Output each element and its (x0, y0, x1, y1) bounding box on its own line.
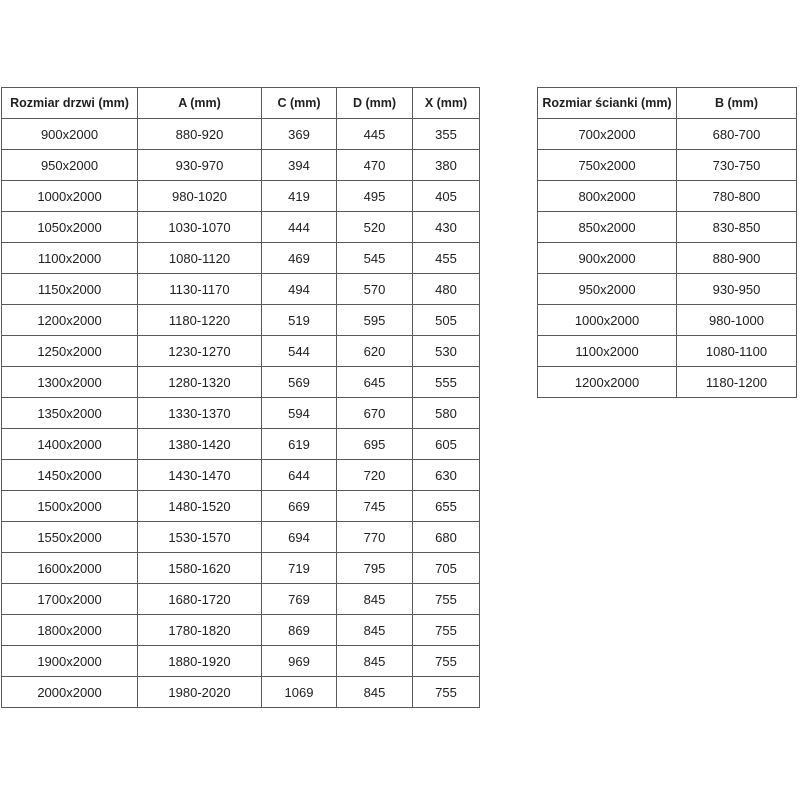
table-cell: 1280-1320 (138, 367, 262, 398)
table-cell: 620 (337, 336, 413, 367)
table-cell: 700x2000 (538, 119, 677, 150)
table-cell: 544 (262, 336, 337, 367)
table-row (2, 150, 480, 181)
table-cell: 745 (337, 491, 413, 522)
table-cell: 520 (337, 212, 413, 243)
table-cell: 655 (413, 491, 480, 522)
table-cell: 880-920 (138, 119, 262, 150)
table-cell: 769 (262, 584, 337, 615)
table-cell: 530 (413, 336, 480, 367)
table-cell: 755 (413, 615, 480, 646)
column-header: A (mm) (138, 88, 262, 119)
table-cell: 845 (337, 615, 413, 646)
table-cell: 830-850 (677, 212, 797, 243)
table-row (2, 491, 480, 522)
table-row (2, 336, 480, 367)
table-cell: 669 (262, 491, 337, 522)
table-cell: 380 (413, 150, 480, 181)
table-cell: 1150x2000 (2, 274, 138, 305)
table-cell: 1200x2000 (2, 305, 138, 336)
table-cell: 619 (262, 429, 337, 460)
table-cell: 644 (262, 460, 337, 491)
table-cell: 570 (337, 274, 413, 305)
table-row (2, 367, 480, 398)
column-header: D (mm) (337, 88, 413, 119)
table-cell: 680-700 (677, 119, 797, 150)
table-row (538, 150, 797, 181)
table-cell: 1200x2000 (538, 367, 677, 398)
table-cell: 369 (262, 119, 337, 150)
table-cell: 1550x2000 (2, 522, 138, 553)
table-cell: 780-800 (677, 181, 797, 212)
table-cell: 394 (262, 150, 337, 181)
table-row (2, 212, 480, 243)
table-cell: 1250x2000 (2, 336, 138, 367)
column-header: Rozmiar drzwi (mm) (2, 88, 138, 119)
table-cell: 1050x2000 (2, 212, 138, 243)
table-cell: 1380-1420 (138, 429, 262, 460)
table-cell: 1230-1270 (138, 336, 262, 367)
table-cell: 705 (413, 553, 480, 584)
table-cell: 980-1000 (677, 305, 797, 336)
table-row (2, 305, 480, 336)
column-header: Rozmiar ścianki (mm) (538, 88, 677, 119)
table-cell: 645 (337, 367, 413, 398)
table-row (2, 522, 480, 553)
column-header: B (mm) (677, 88, 797, 119)
table-cell: 845 (337, 646, 413, 677)
table-cell: 1000x2000 (538, 305, 677, 336)
table-cell: 850x2000 (538, 212, 677, 243)
table-row (2, 181, 480, 212)
table-cell: 405 (413, 181, 480, 212)
table-cell: 845 (337, 677, 413, 708)
table-cell: 1580-1620 (138, 553, 262, 584)
column-header: C (mm) (262, 88, 337, 119)
table-cell: 694 (262, 522, 337, 553)
table-cell: 720 (337, 460, 413, 491)
table-cell: 494 (262, 274, 337, 305)
table-cell: 800x2000 (538, 181, 677, 212)
table-cell: 480 (413, 274, 480, 305)
table-cell: 1300x2000 (2, 367, 138, 398)
table-cell: 630 (413, 460, 480, 491)
table-cell: 419 (262, 181, 337, 212)
table-cell: 1030-1070 (138, 212, 262, 243)
table-cell: 950x2000 (2, 150, 138, 181)
table-cell: 900x2000 (538, 243, 677, 274)
table-cell: 1080-1100 (677, 336, 797, 367)
table-row (2, 243, 480, 274)
table-row (2, 615, 480, 646)
table-cell: 900x2000 (2, 119, 138, 150)
table-cell: 950x2000 (538, 274, 677, 305)
table-cell: 755 (413, 584, 480, 615)
table-cell: 969 (262, 646, 337, 677)
table-cell: 980-1020 (138, 181, 262, 212)
table-cell: 469 (262, 243, 337, 274)
table-row (538, 305, 797, 336)
table-cell: 455 (413, 243, 480, 274)
table-cell: 1530-1570 (138, 522, 262, 553)
table-cell: 1700x2000 (2, 584, 138, 615)
table-cell: 755 (413, 646, 480, 677)
wall-panel-size-table (537, 87, 797, 398)
table-row (538, 181, 797, 212)
column-header: X (mm) (413, 88, 480, 119)
table-cell: 680 (413, 522, 480, 553)
table-cell: 445 (337, 119, 413, 150)
table-cell: 1450x2000 (2, 460, 138, 491)
table-row (538, 274, 797, 305)
table-cell: 770 (337, 522, 413, 553)
table-cell: 1180-1200 (677, 367, 797, 398)
table-cell: 1600x2000 (2, 553, 138, 584)
table-cell: 1500x2000 (2, 491, 138, 522)
table-row (538, 336, 797, 367)
table-cell: 2000x2000 (2, 677, 138, 708)
table-cell: 1680-1720 (138, 584, 262, 615)
table-cell: 1480-1520 (138, 491, 262, 522)
table-row (2, 584, 480, 615)
table-cell: 555 (413, 367, 480, 398)
table-cell: 594 (262, 398, 337, 429)
table-row (2, 677, 480, 708)
table-cell: 1100x2000 (2, 243, 138, 274)
table-cell: 1800x2000 (2, 615, 138, 646)
table-cell: 1880-1920 (138, 646, 262, 677)
table-row (2, 553, 480, 584)
table-row (538, 212, 797, 243)
table-cell: 470 (337, 150, 413, 181)
table-cell: 750x2000 (538, 150, 677, 181)
table-cell: 580 (413, 398, 480, 429)
table-cell: 795 (337, 553, 413, 584)
table-cell: 595 (337, 305, 413, 336)
table-cell: 695 (337, 429, 413, 460)
door-table-header-row (2, 88, 480, 119)
table-row (2, 274, 480, 305)
table-cell: 1350x2000 (2, 398, 138, 429)
table-cell: 519 (262, 305, 337, 336)
table-row (538, 119, 797, 150)
table-cell: 719 (262, 553, 337, 584)
table-cell: 1100x2000 (538, 336, 677, 367)
table-cell: 1069 (262, 677, 337, 708)
table-cell: 930-970 (138, 150, 262, 181)
table-row (2, 119, 480, 150)
table-cell: 730-750 (677, 150, 797, 181)
table-cell: 545 (337, 243, 413, 274)
table-cell: 569 (262, 367, 337, 398)
table-cell: 845 (337, 584, 413, 615)
table-row (2, 460, 480, 491)
table-cell: 930-950 (677, 274, 797, 305)
wall-table-header-row (538, 88, 797, 119)
door-size-table (1, 87, 480, 708)
table-cell: 605 (413, 429, 480, 460)
table-cell: 444 (262, 212, 337, 243)
table-cell: 755 (413, 677, 480, 708)
table-cell: 1000x2000 (2, 181, 138, 212)
table-cell: 495 (337, 181, 413, 212)
table-cell: 1130-1170 (138, 274, 262, 305)
table-cell: 670 (337, 398, 413, 429)
table-cell: 1900x2000 (2, 646, 138, 677)
table-cell: 1080-1120 (138, 243, 262, 274)
table-cell: 869 (262, 615, 337, 646)
table-cell: 1430-1470 (138, 460, 262, 491)
table-cell: 1330-1370 (138, 398, 262, 429)
table-row (538, 243, 797, 274)
table-row (2, 646, 480, 677)
table-cell: 1400x2000 (2, 429, 138, 460)
table-cell: 1980-2020 (138, 677, 262, 708)
table-cell: 505 (413, 305, 480, 336)
table-row (2, 398, 480, 429)
table-row (538, 367, 797, 398)
table-cell: 430 (413, 212, 480, 243)
table-row (2, 429, 480, 460)
table-cell: 355 (413, 119, 480, 150)
table-cell: 880-900 (677, 243, 797, 274)
table-cell: 1780-1820 (138, 615, 262, 646)
table-cell: 1180-1220 (138, 305, 262, 336)
